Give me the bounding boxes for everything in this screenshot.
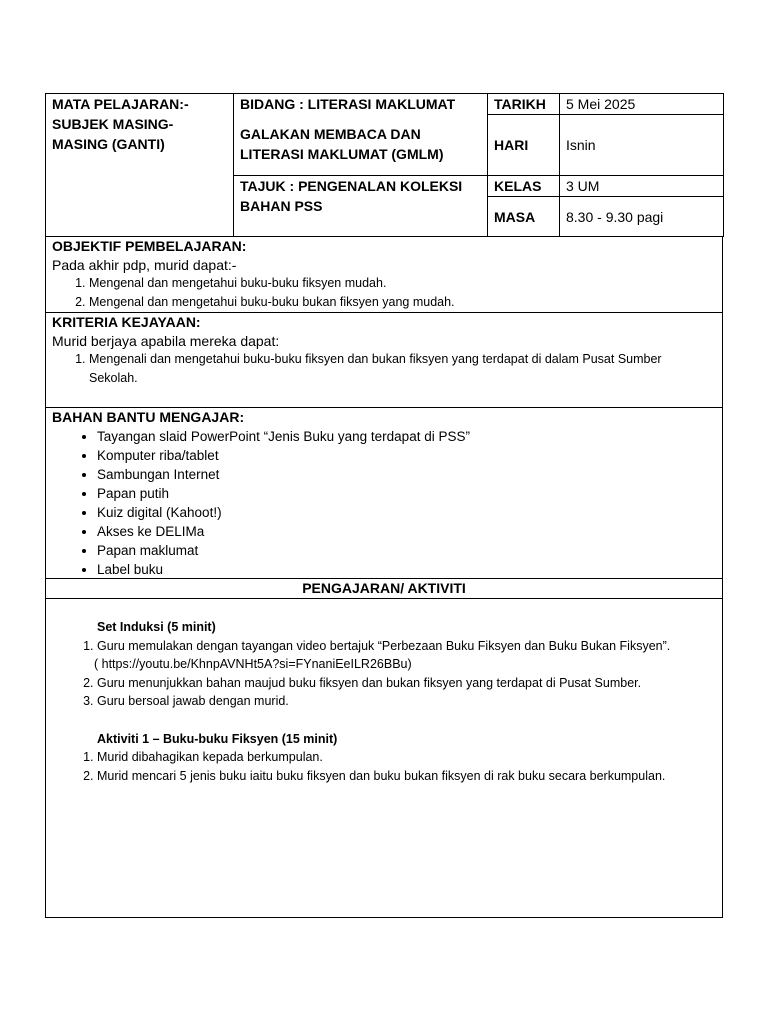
topic-cell	[234, 176, 488, 237]
criteria-item: 1. Mengenali dan mengetahui buku-buku fiksyen dan bukan fiksyen yang terdapat di dalam Pusat Sumber Sekolah.	[89, 350, 672, 387]
induction-item	[97, 637, 722, 656]
day-value: Isnin	[560, 115, 724, 176]
lesson-plan	[45, 93, 722, 918]
objective-item: 2. Mengenal dan mengetahui buku-buku bukan fiksyen yang mudah.	[89, 293, 722, 312]
induction-list	[46, 637, 722, 656]
criteria-section	[45, 313, 723, 408]
video-link: ( https://youtu.be/KhnpAVNHt5A?si=FYnaniEeILR26BBu)	[94, 657, 412, 671]
objective-section	[45, 237, 723, 313]
activities-title: PENGAJARAN/ AKTIVITI	[302, 580, 466, 596]
objective-list	[46, 274, 722, 311]
activity1-list	[46, 748, 722, 785]
objective-title: OBJEKTIF PEMBELAJARAN:	[52, 238, 247, 254]
criteria-intro: Murid berjaya apabila mereka dapat:	[52, 333, 280, 349]
materials-title: BAHAN BANTU MENGAJAR:	[52, 409, 245, 425]
class-value: 3 UM	[560, 176, 724, 197]
materials-item: • Tayangan slaid PowerPoint “Jenis Buku yang terdapat di PSS”	[97, 427, 722, 446]
subject-label: MATA PELAJARAN:-	[52, 96, 189, 112]
topic-label: TAJUK : PENGENALAN KOLEKSI BAHAN PSS	[240, 178, 463, 214]
induction-item-text: Guru memulakan dengan tayangan video bertajuk “Perbezaan Buku Fiksyen dan Buku Bukan Fiksyen”.	[97, 638, 671, 653]
materials-item: • Sambungan Internet	[97, 465, 722, 484]
activities-header	[45, 579, 723, 599]
materials-item: • Papan putih	[97, 484, 722, 503]
materials-item: • Komputer riba/tablet	[97, 446, 722, 465]
materials-item: • Papan maklumat	[97, 541, 722, 560]
date-value: 5 Mei 2025	[560, 94, 724, 115]
subject-cell	[46, 94, 234, 237]
time-label: MASA	[488, 197, 560, 237]
time-value: 8.30 - 9.30 pagi	[560, 197, 724, 237]
activity1-item: 2. Murid mencari 5 jenis buku iaitu buku fiksyen dan buku bukan fiksyen di rak buku secara berkumpulan.	[97, 767, 722, 786]
induction-list-cont	[46, 674, 722, 711]
objective-intro: Pada akhir pdp, murid dapat:-	[52, 257, 237, 273]
induction-title: Set Induksi (5 minit)	[97, 620, 216, 634]
materials-item: • Akses ke DELIMa	[97, 522, 722, 541]
field-cell	[234, 94, 488, 176]
materials-section	[45, 408, 723, 579]
activity1-title: Aktiviti 1 – Buku-buku Fiksyen (15 minit)	[97, 731, 338, 746]
field-label: BIDANG : LITERASI MAKLUMAT	[240, 96, 456, 112]
materials-list	[46, 427, 722, 579]
subject-value: SUBJEK MASING-MASING (GANTI)	[52, 116, 174, 152]
activities-section	[45, 599, 723, 918]
day-label: HARI	[488, 115, 560, 176]
program-label: GALAKAN MEMBACA DAN LITERASI MAKLUMAT (GMLM)	[240, 126, 444, 162]
materials-item: • Kuiz digital (Kahoot!)	[97, 503, 722, 522]
induction-item: 3. Guru bersoal jawab dengan murid.	[97, 692, 722, 711]
objective-item: 1. Mengenal dan mengetahui buku-buku fiksyen mudah.	[89, 274, 722, 293]
header-table	[45, 93, 724, 237]
class-label: KELAS	[488, 176, 560, 197]
criteria-list	[46, 350, 722, 387]
date-label: TARIKH	[488, 94, 560, 115]
materials-item: • Label buku	[97, 560, 722, 579]
activity1-item: 1. Murid dibahagikan kepada berkumpulan.	[97, 748, 722, 767]
criteria-title: KRITERIA KEJAYAAN:	[52, 314, 201, 330]
induction-item: 2. Guru menunjukkan bahan maujud buku fiksyen dan bukan fiksyen yang terdapat di Pusat Sumber.	[97, 674, 722, 693]
